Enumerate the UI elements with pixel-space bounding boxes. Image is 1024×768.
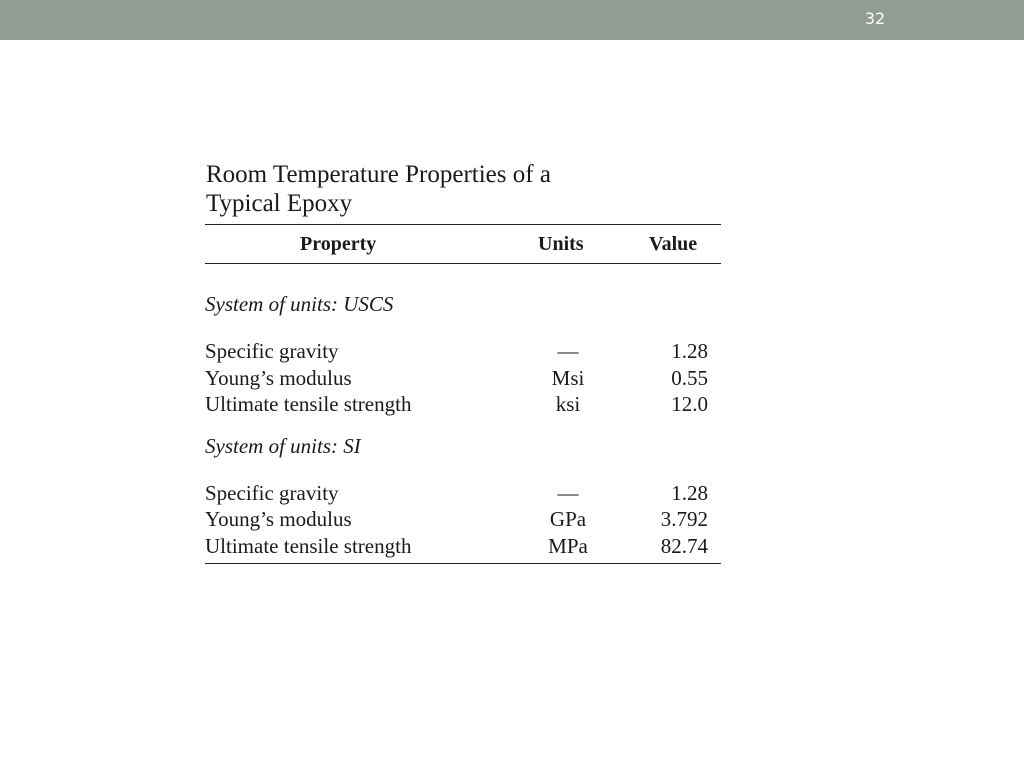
row-units: GPa <box>549 507 587 531</box>
caption-line-1: Room Temperature Properties of a <box>206 161 551 188</box>
table-row <box>205 365 723 392</box>
table-row <box>205 391 723 418</box>
header-units: Units <box>538 233 584 255</box>
row-property: Young’s modulus <box>205 507 352 531</box>
section-title-uscs: System of units: USCS <box>205 292 394 316</box>
row-value: 82.74 <box>660 533 708 558</box>
table-row <box>205 480 723 507</box>
header-value: Value <box>649 233 698 255</box>
header-bar <box>0 0 1024 40</box>
table-row <box>205 506 723 533</box>
row-property: Specific gravity <box>205 480 339 505</box>
row-property: Ultimate tensile strength <box>205 392 412 416</box>
slide-number: 32 <box>864 9 886 28</box>
row-value: 12.0 <box>671 392 708 416</box>
row-value: 3.792 <box>660 507 708 531</box>
row-value: 0.55 <box>671 365 708 390</box>
row-units: — <box>557 480 579 505</box>
caption-line-2: Typical Epoxy <box>206 190 353 217</box>
table-row <box>205 338 723 365</box>
section-title-si: System of units: SI <box>205 433 361 458</box>
row-units: — <box>557 339 579 363</box>
table-row <box>205 533 723 560</box>
row-value: 1.28 <box>671 339 708 363</box>
row-units: Msi <box>551 365 585 390</box>
row-property: Specific gravity <box>205 339 339 363</box>
epoxy-properties-table <box>205 160 723 564</box>
header-property: Property <box>300 233 377 255</box>
row-property: Ultimate tensile strength <box>205 533 412 558</box>
row-value: 1.28 <box>671 480 708 505</box>
row-units: ksi <box>555 392 581 416</box>
table-header-row <box>205 225 723 263</box>
table-caption <box>205 160 723 218</box>
row-property: Young’s modulus <box>205 365 352 390</box>
row-units: MPa <box>548 533 588 558</box>
bottom-rule <box>205 563 721 564</box>
